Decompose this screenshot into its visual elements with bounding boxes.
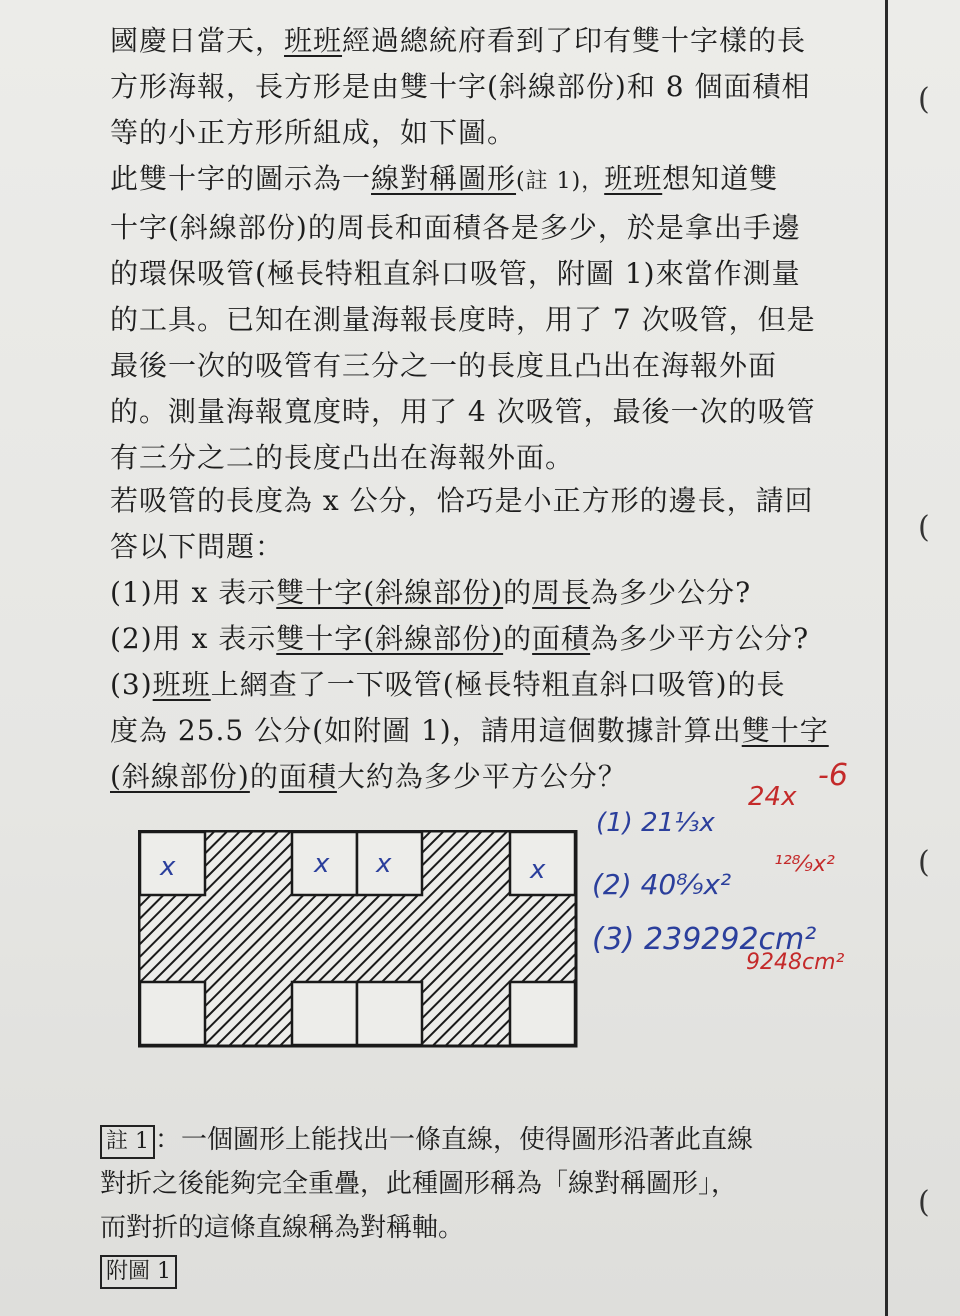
text: 此雙十字的圖示為一: [110, 162, 372, 195]
answer-1-student: (1) 21⅓x: [596, 808, 715, 838]
answer-3-correction: 9248cm²: [746, 950, 845, 975]
text: 為多少平方公分?: [590, 622, 810, 655]
attachment-label: 附圖 1: [100, 1255, 177, 1289]
margin-answer-bracket: (: [918, 82, 930, 117]
footnote-ref: (註 1)，: [516, 169, 605, 194]
side-length-label: x: [376, 849, 392, 879]
text-line: [110, 18, 870, 64]
name-banban: 班班: [604, 162, 663, 195]
term-line-symmetric: 線對稱圖形: [371, 162, 517, 195]
text-line: 等的小正方形所組成，如下圖。: [110, 116, 517, 149]
answer-2-correction: ¹²⁸⁄₉x²: [774, 852, 835, 877]
text: 雙十字: [741, 714, 829, 747]
text-line: 有三分之二的長度凸出在海報外面。: [110, 441, 575, 474]
question-2: [110, 616, 870, 662]
text: 度為 25.5 公分(如附圖 1)，請用這個數據計算出: [110, 714, 742, 747]
name-banban: 班班: [284, 24, 343, 57]
text: 大約為多少平方公分？: [336, 760, 627, 793]
text-line: 十字(斜線部份)的周長和面積各是多少，於是拿出手邊: [110, 211, 801, 244]
answer-2-student: (2) 40⁸⁄₉x²: [592, 868, 732, 901]
text: (3): [110, 668, 153, 701]
text-line: 的工具。已知在測量海報長度時，用了 7 次吸管，但是: [110, 303, 816, 336]
side-length-label: x: [160, 852, 176, 882]
problem-setup: [110, 478, 870, 570]
column-divider: [885, 0, 888, 1316]
text: ：一個圖形上能找出一條直線，使得圖形沿著此直線: [155, 1125, 754, 1155]
text-line: 若吸管的長度為 x 公分，恰巧是小正方形的邊長，請回: [110, 484, 814, 517]
double-cross-figure: [138, 830, 578, 1050]
footnote-tag: 註 1: [100, 1125, 155, 1159]
answer-3-student: (3) 239292cm²: [592, 922, 817, 957]
text-line: 最後一次的吸管有三分之一的長度且凸出在海報外面: [110, 349, 778, 382]
text-line: [110, 156, 870, 205]
question-list: [110, 570, 870, 800]
text-line: 對折之後能夠完全重疊，此種圖形稱為「線對稱圖形」，: [100, 1169, 738, 1199]
text-line: [100, 1118, 753, 1162]
small-square: [140, 982, 205, 1045]
text: 的: [249, 760, 279, 793]
text: (1)用 x 表示: [110, 576, 277, 609]
text-line: 而對折的這條直線稱為對稱軸。: [100, 1213, 465, 1243]
text-line: 的。測量海報寬度時，用了 4 次吸管，最後一次的吸管: [110, 395, 816, 428]
side-length-label: x: [530, 855, 546, 885]
text: 雙十字(斜線部份): [276, 576, 504, 609]
score-mark: -6: [818, 758, 848, 793]
text-line: 的環保吸管(極長特粗直斜口吸管，附圖 1)來當作測量: [110, 257, 801, 290]
answer-1-correction: 24x: [748, 782, 797, 812]
text-line: 答以下問題：: [110, 530, 285, 563]
side-length-label: x: [314, 849, 330, 879]
margin-answer-bracket: (: [918, 845, 930, 880]
text: 為多少公分?: [590, 576, 752, 609]
problem-intro: [110, 18, 870, 156]
text: 經過總統府看到了印有雙十字樣的長: [342, 24, 807, 57]
text: 的: [503, 576, 533, 609]
small-square: [292, 982, 357, 1045]
footnote: [100, 1118, 753, 1250]
text: 面積: [278, 760, 337, 793]
text: 面積: [532, 622, 591, 655]
text: 國慶日當天，: [110, 24, 285, 57]
text: 雙十字(斜線部份): [276, 622, 504, 655]
text: 想知道雙: [662, 162, 779, 195]
small-square: [357, 982, 422, 1045]
question-1: [110, 570, 870, 616]
margin-answer-bracket: (: [918, 1185, 930, 1220]
text: (2)用 x 表示: [110, 622, 277, 655]
text: 周長: [532, 576, 591, 609]
margin-answer-bracket: (: [918, 510, 930, 545]
small-square: [510, 982, 575, 1045]
question-3-cont: [110, 708, 870, 754]
text: 上網查了一下吸管(極長特粗直斜口吸管)的長: [210, 668, 786, 701]
text: (斜線部份): [110, 760, 250, 793]
problem-context: [110, 156, 870, 481]
name-banban: 班班: [152, 668, 211, 701]
text-line: 方形海報，長方形是由雙十字(斜線部份)和 8 個面積相: [110, 70, 811, 103]
text: 的: [503, 622, 533, 655]
question-3: [110, 662, 870, 708]
